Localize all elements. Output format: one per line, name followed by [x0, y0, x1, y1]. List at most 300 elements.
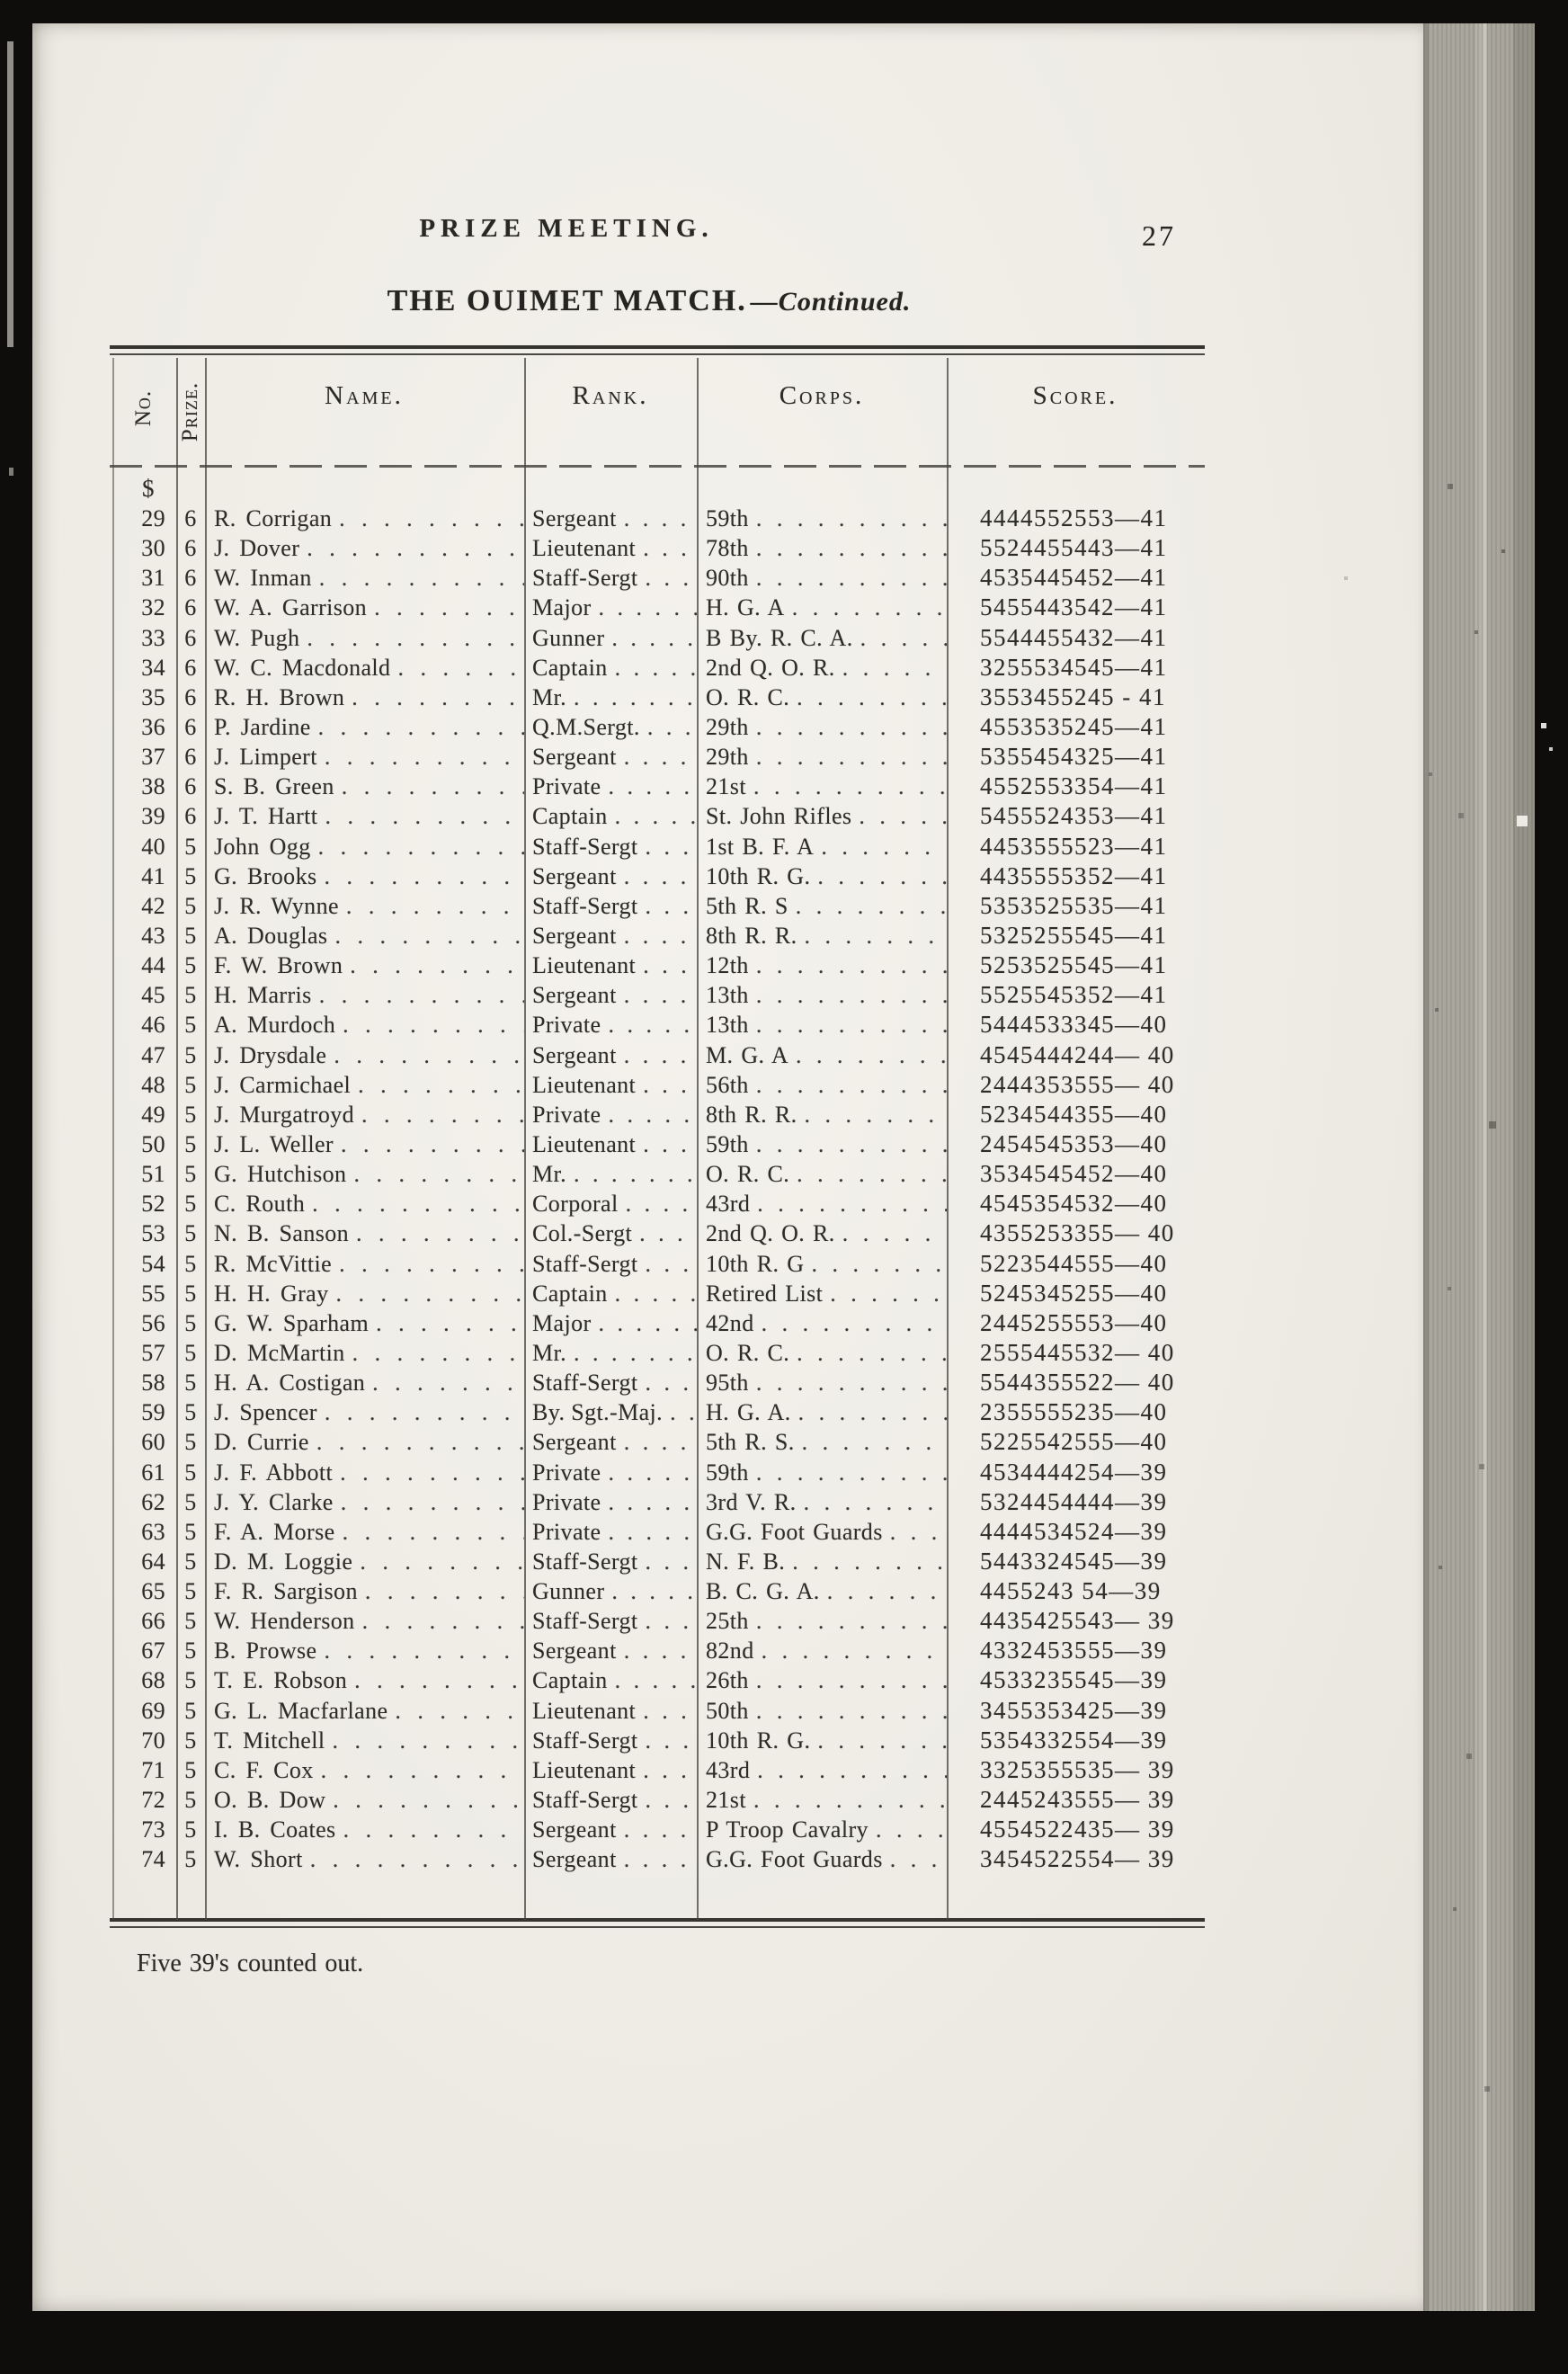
competitor-name: B. Prowse: [214, 1638, 317, 1664]
row-rank-cell: [524, 1844, 697, 1874]
competitor-score: 4444534524—39: [980, 1517, 1168, 1545]
row-number: 54: [141, 1250, 165, 1277]
row-number-cell: [112, 1189, 176, 1218]
row-corps-cell: [697, 772, 947, 801]
dot-leader: [749, 1606, 947, 1636]
row-rank-cell: [524, 1606, 697, 1636]
competitor-score: 5544455432—41: [980, 623, 1168, 651]
row-prize-cell: [176, 533, 205, 563]
row-number: 66: [141, 1608, 165, 1635]
row-number-cell: [112, 623, 176, 653]
table-row: [112, 950, 1205, 980]
row-prize-cell: [176, 712, 205, 742]
row-rank-cell: [524, 1755, 697, 1785]
dot-leader: [352, 1547, 524, 1576]
competitor-name: O. B. Dow: [214, 1787, 326, 1814]
dot-leader: [749, 980, 947, 1010]
row-name-cell: [205, 861, 524, 891]
dot-leader: [749, 504, 947, 533]
row-corps-cell: [697, 1279, 947, 1308]
dot-leader: [754, 1308, 947, 1338]
row-number: 53: [141, 1220, 165, 1247]
row-name-cell: [205, 1338, 524, 1368]
competitor-name: D. McMartin: [214, 1339, 345, 1366]
competitor-score: 4332453555—39: [980, 1637, 1168, 1664]
competitor-rank: Major: [532, 594, 592, 621]
row-corps-cell: [697, 1576, 947, 1606]
row-prize-cell: [176, 1427, 205, 1457]
table-row: [112, 891, 1205, 921]
competitor-rank: Private: [532, 1012, 601, 1039]
row-prize: 5: [184, 1339, 197, 1366]
row-rank-cell: [524, 1665, 697, 1695]
row-number: 57: [141, 1339, 165, 1366]
competitor-score: 5353525535—41: [980, 891, 1168, 919]
row-prize-cell: [176, 1785, 205, 1815]
row-prize: 5: [184, 1012, 197, 1039]
row-corps-cell: [697, 1427, 947, 1457]
column-header-score: Score.: [1032, 381, 1118, 410]
dot-leader: [344, 683, 524, 712]
competitor-rank: Sergeant: [532, 1041, 617, 1068]
row-number-cell: [112, 801, 176, 831]
row-name-cell: [205, 801, 524, 831]
table-row: [112, 1338, 1205, 1368]
row-prize: 5: [184, 1250, 197, 1277]
row-prize-cell: [176, 1218, 205, 1248]
row-score-cell: [947, 1159, 1205, 1189]
competitor-name: J. Carmichael: [214, 1071, 352, 1098]
competitor-score: 5524455443—41: [980, 534, 1168, 562]
row-score-cell: [947, 1070, 1205, 1100]
competitor-rank: Staff-Sergt: [532, 1548, 638, 1575]
row-name-cell: [205, 533, 524, 563]
row-number-cell: [112, 1279, 176, 1308]
row-name-cell: [205, 1279, 524, 1308]
dot-leader: [358, 1576, 524, 1606]
dot-leader: [749, 950, 947, 980]
match-title: [388, 284, 912, 318]
row-corps-cell: [697, 1547, 947, 1576]
row-name-cell: [205, 1576, 524, 1606]
row-corps-cell: [697, 563, 947, 593]
row-corps-cell: [697, 712, 947, 742]
dot-leader: [326, 1040, 524, 1070]
dot-leader: [566, 1338, 697, 1368]
dot-leader: [636, 950, 697, 980]
row-score-cell: [947, 1636, 1205, 1665]
row-prize: 5: [184, 1667, 197, 1694]
row-prize-cell: [176, 772, 205, 801]
column-header-corps: Corps.: [779, 381, 865, 410]
row-number: 47: [141, 1041, 165, 1068]
competitor-corps: 13th: [706, 1012, 749, 1039]
row-number-cell: [112, 1070, 176, 1100]
dot-leader: [617, 1815, 697, 1844]
dot-leader: [804, 1249, 947, 1279]
row-prize: 5: [184, 1161, 197, 1188]
competitor-name: G. Hutchison: [214, 1161, 347, 1188]
row-score-cell: [947, 683, 1205, 712]
competitor-name: T. Mitchell: [214, 1727, 325, 1754]
row-number: 43: [141, 922, 165, 949]
row-prize-cell: [176, 1517, 205, 1547]
row-prize-cell: [176, 1636, 205, 1665]
table-row: [112, 533, 1205, 563]
row-score-cell: [947, 980, 1205, 1010]
competitor-score: 5324454444—39: [980, 1487, 1168, 1515]
competitor-score: 5443324545—39: [980, 1547, 1168, 1575]
row-number: 59: [141, 1399, 165, 1426]
row-number-cell: [112, 1665, 176, 1695]
competitor-rank: Private: [532, 1101, 601, 1128]
dot-leader: [640, 712, 697, 742]
row-rank-cell: [524, 1458, 697, 1487]
competitor-corps: 5th R. S.: [706, 1429, 795, 1456]
competitor-score: 5234544355—40: [980, 1100, 1168, 1128]
competitor-rank: Sergeant: [532, 1816, 617, 1843]
row-score-cell: [947, 1368, 1205, 1397]
row-prize: 6: [184, 803, 197, 830]
row-prize: 5: [184, 1548, 197, 1575]
row-score-cell: [947, 1517, 1205, 1547]
row-score-cell: [947, 801, 1205, 831]
competitor-name: J. Dover: [214, 535, 300, 562]
competitor-name: John Ogg: [214, 833, 311, 860]
row-rank-cell: [524, 1397, 697, 1427]
row-prize: 6: [184, 565, 197, 592]
dot-leader: [746, 1785, 947, 1815]
row-score-cell: [947, 1487, 1205, 1517]
row-number-cell: [112, 1755, 176, 1785]
row-name-cell: [205, 1844, 524, 1874]
row-prize: 5: [184, 1071, 197, 1098]
row-corps-cell: [697, 1129, 947, 1159]
row-number: 39: [141, 803, 165, 830]
row-name-cell: [205, 623, 524, 653]
row-prize: 6: [184, 683, 197, 710]
row-score-cell: [947, 1726, 1205, 1755]
competitor-name: G. W. Sparham: [214, 1309, 370, 1336]
table-row: [112, 623, 1205, 653]
row-name-cell: [205, 772, 524, 801]
row-corps-cell: [697, 1726, 947, 1755]
competitor-rank: Private: [532, 1518, 601, 1545]
dot-leader: [638, 1368, 697, 1397]
row-score-cell: [947, 1815, 1205, 1844]
dot-leader: [617, 1040, 697, 1070]
row-rank-cell: [524, 1159, 697, 1189]
table-row: [112, 504, 1205, 533]
row-corps-cell: [697, 1159, 947, 1189]
row-prize-cell: [176, 1368, 205, 1397]
competitor-name: J. Spencer: [214, 1399, 317, 1426]
row-corps-cell: [697, 1844, 947, 1874]
dot-leader: [317, 861, 525, 891]
competitor-score: 4455243 54—39: [980, 1577, 1162, 1605]
table-row: [112, 1159, 1205, 1189]
table-row: [112, 712, 1205, 742]
competitor-rank: Staff-Sergt: [532, 565, 638, 592]
competitor-name: F. R. Sargison: [214, 1578, 358, 1605]
competitor-score: 2445255553—40: [980, 1308, 1168, 1336]
competitor-corps: 29th: [706, 713, 749, 740]
column-header-no: No.: [131, 389, 156, 427]
competitor-rank: By. Sgt.-Maj.: [532, 1399, 664, 1426]
row-prize-cell: [176, 1726, 205, 1755]
competitor-name: A. Douglas: [214, 922, 328, 949]
competitor-name: J. Limpert: [214, 744, 317, 771]
dot-leader: [835, 653, 947, 683]
row-prize-cell: [176, 1010, 205, 1040]
competitor-rank: Captain: [532, 1280, 608, 1307]
row-name-cell: [205, 1636, 524, 1665]
header-divider-dashed-rule: [110, 465, 1205, 468]
dot-leader: [749, 563, 947, 593]
competitor-score: 3534545452—40: [980, 1160, 1168, 1188]
row-prize-cell: [176, 861, 205, 891]
competitor-score: 4533235545—39: [980, 1666, 1168, 1694]
results-table-body: [112, 504, 1205, 1874]
competitor-rank: Sergeant: [532, 1638, 617, 1664]
row-prize: 5: [184, 892, 197, 919]
row-corps-cell: [697, 1070, 947, 1100]
competitor-score: 5444533345—40: [980, 1011, 1168, 1039]
table-row: [112, 772, 1205, 801]
dot-leader: [336, 1815, 524, 1844]
row-number-cell: [112, 1129, 176, 1159]
row-score-cell: [947, 1010, 1205, 1040]
dot-leader: [619, 1189, 697, 1218]
competitor-score: 5325255545—41: [980, 921, 1168, 949]
dot-leader: [312, 563, 524, 593]
row-number: 38: [141, 773, 165, 800]
row-corps-cell: [697, 1218, 947, 1248]
competitor-corps: 26th: [706, 1667, 749, 1694]
competitor-name: W. A. Garrison: [214, 594, 368, 621]
row-corps-cell: [697, 1100, 947, 1129]
dot-leader: [617, 742, 697, 772]
row-corps-cell: [697, 1308, 947, 1338]
competitor-rank: Private: [532, 773, 601, 800]
dot-leader: [608, 801, 697, 831]
table-row: [112, 1368, 1205, 1397]
row-prize: 5: [184, 1846, 197, 1873]
row-prize: 6: [184, 744, 197, 771]
row-prize: 5: [184, 1816, 197, 1843]
dot-leader: [311, 712, 524, 742]
row-prize: 5: [184, 1101, 197, 1128]
competitor-name: H. A. Costigan: [214, 1370, 366, 1397]
competitor-corps: 25th: [706, 1608, 749, 1635]
row-number-cell: [112, 742, 176, 772]
row-corps-cell: [697, 504, 947, 533]
table-row: [112, 1665, 1205, 1695]
competitor-name: A. Murdoch: [214, 1012, 336, 1039]
competitor-name: F. A. Morse: [214, 1518, 335, 1545]
competitor-corps: B. C. G. A.: [706, 1578, 820, 1605]
dot-leader: [797, 1100, 947, 1129]
dot-leader: [365, 1368, 524, 1397]
row-number-cell: [112, 1368, 176, 1397]
table-row: [112, 801, 1205, 831]
competitor-rank: Captain: [532, 1667, 608, 1694]
row-number-cell: [112, 832, 176, 861]
dot-leader: [810, 1726, 947, 1755]
competitor-score: 5354332554—39: [980, 1726, 1168, 1754]
row-score-cell: [947, 712, 1205, 742]
competitor-name: R. H. Brown: [214, 683, 345, 710]
row-corps-cell: [697, 593, 947, 622]
competitor-rank: Staff-Sergt: [532, 1727, 638, 1754]
row-score-cell: [947, 1218, 1205, 1248]
row-number-cell: [112, 1636, 176, 1665]
row-corps-cell: [697, 891, 947, 921]
row-score-cell: [947, 1696, 1205, 1726]
table-row: [112, 1487, 1205, 1517]
competitor-name: W. Pugh: [214, 624, 300, 651]
competitor-corps: H. G. A.: [706, 1399, 791, 1426]
dot-leader: [785, 593, 947, 622]
competitor-corps: 21st: [706, 1787, 746, 1814]
dot-leader: [789, 1338, 947, 1368]
row-number-cell: [112, 950, 176, 980]
competitor-name: C. Routh: [214, 1191, 306, 1218]
table-top-rule-thick: [110, 345, 1205, 349]
row-number-cell: [112, 1487, 176, 1517]
competitor-corps: M. G. A: [706, 1041, 789, 1068]
row-prize: 5: [184, 1697, 197, 1724]
dot-leader: [797, 1487, 947, 1517]
row-prize: 5: [184, 1638, 197, 1664]
row-rank-cell: [524, 593, 697, 622]
dot-leader: [349, 1218, 524, 1248]
dot-leader: [299, 623, 524, 653]
competitor-corps: O. R. C.: [706, 1161, 790, 1188]
row-number: 68: [141, 1667, 165, 1694]
competitor-corps: 8th R. R.: [706, 1101, 797, 1128]
dot-leader: [750, 1755, 947, 1785]
row-corps-cell: [697, 653, 947, 683]
row-prize: 6: [184, 654, 197, 681]
row-prize: 6: [184, 624, 197, 651]
competitor-score: 5455524353—41: [980, 802, 1168, 830]
competitor-name: W. Henderson: [214, 1608, 355, 1635]
row-score-cell: [947, 891, 1205, 921]
table-row: [112, 921, 1205, 950]
dot-leader: [601, 1517, 697, 1547]
dot-leader: [789, 1159, 947, 1189]
row-score-cell: [947, 861, 1205, 891]
competitor-corps: 5th R. S: [706, 892, 788, 919]
row-name-cell: [205, 1189, 524, 1218]
competitor-name: D. M. Loggie: [214, 1548, 353, 1575]
row-prize-cell: [176, 623, 205, 653]
competitor-score: 4444552553—41: [980, 504, 1168, 531]
row-number: 71: [141, 1756, 165, 1783]
competitor-name: W. Short: [214, 1846, 303, 1873]
row-score-cell: [947, 1338, 1205, 1368]
dot-leader: [814, 832, 947, 861]
dot-leader: [566, 683, 697, 712]
scan-artifact: [7, 41, 13, 347]
row-number: 34: [141, 654, 165, 681]
row-corps-cell: [697, 1696, 947, 1726]
row-number: 30: [141, 535, 165, 562]
competitor-name: J. Murgatroyd: [214, 1101, 355, 1128]
competitor-corps: 10th R. G: [706, 1250, 805, 1277]
row-score-cell: [947, 1427, 1205, 1457]
row-number: 70: [141, 1727, 165, 1754]
competitor-rank: Mr.: [532, 683, 567, 710]
row-prize: 5: [184, 952, 197, 979]
row-rank-cell: [524, 921, 697, 950]
row-number-cell: [112, 1100, 176, 1129]
competitor-name: W. C. Macdonald: [214, 654, 391, 681]
row-rank-cell: [524, 950, 697, 980]
competitor-score: 3255534545—41: [980, 653, 1168, 681]
row-prize-cell: [176, 1129, 205, 1159]
row-score-cell: [947, 1606, 1205, 1636]
row-score-cell: [947, 1249, 1205, 1279]
row-number: 48: [141, 1071, 165, 1098]
competitor-rank: Mr.: [532, 1339, 567, 1366]
row-number-cell: [112, 683, 176, 712]
row-number-cell: [112, 1815, 176, 1844]
row-name-cell: [205, 1726, 524, 1755]
row-number-cell: [112, 504, 176, 533]
dot-leader: [746, 772, 947, 801]
row-prize: 5: [184, 1488, 197, 1515]
competitor-rank: Private: [532, 1488, 601, 1515]
dot-leader: [636, 1129, 697, 1159]
row-corps-cell: [697, 1249, 947, 1279]
row-rank-cell: [524, 1129, 697, 1159]
row-score-cell: [947, 1785, 1205, 1815]
competitor-corps: 1st B. F. A: [706, 833, 815, 860]
dot-leader: [317, 1397, 524, 1427]
row-score-cell: [947, 1844, 1205, 1874]
competitor-rank: Sergeant: [532, 744, 617, 771]
dot-leader: [617, 921, 697, 950]
row-number-cell: [112, 1010, 176, 1040]
competitor-corps: 82nd: [706, 1638, 754, 1664]
row-corps-cell: [697, 1517, 947, 1547]
competitor-score: 4453555523—41: [980, 832, 1168, 860]
competitor-name: R. Corrigan: [214, 505, 333, 531]
footnote: Five 39's counted out.: [137, 1950, 364, 1977]
row-name-cell: [205, 1397, 524, 1427]
row-prize-cell: [176, 1397, 205, 1427]
row-name-cell: [205, 980, 524, 1010]
row-score-cell: [947, 832, 1205, 861]
dot-leader: [355, 1606, 524, 1636]
competitor-corps: H. G. A: [706, 594, 785, 621]
dot-leader: [636, 1070, 697, 1100]
competitor-rank: Sergeant: [532, 505, 617, 531]
competitor-corps: 59th: [706, 1130, 749, 1157]
row-number-cell: [112, 772, 176, 801]
competitor-corps: St. John Rifles: [706, 803, 852, 830]
row-prize-cell: [176, 1100, 205, 1129]
competitor-corps: 59th: [706, 505, 749, 531]
row-rank-cell: [524, 1785, 697, 1815]
row-score-cell: [947, 593, 1205, 622]
dot-leader: [750, 1189, 947, 1218]
dot-leader: [749, 1129, 947, 1159]
table-row: [112, 1249, 1205, 1279]
row-prize-cell: [176, 1159, 205, 1189]
